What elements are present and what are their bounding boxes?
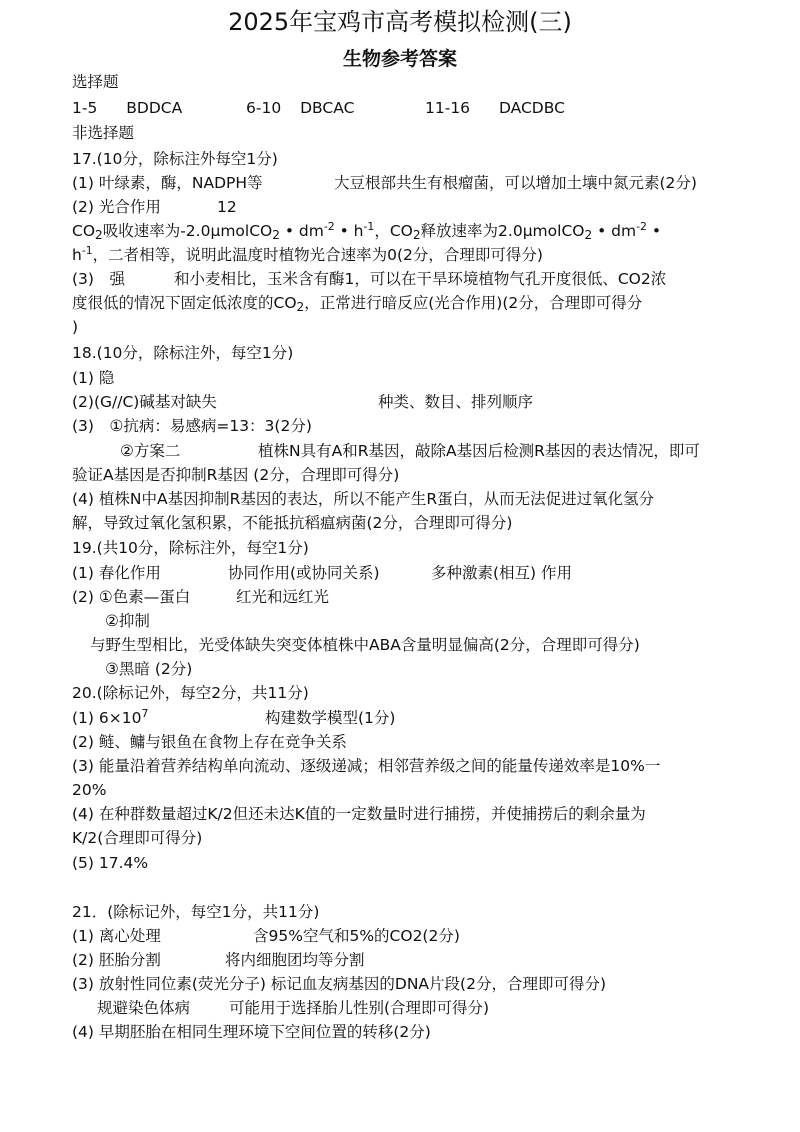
choice-group-3 xyxy=(425,97,565,119)
q17-answer-1-b: 大豆根部共生有根瘤菌，可以增加土壤中氮元素(2分) xyxy=(334,174,697,192)
q17-answer-3-b: 和小麦相比，玉米含有酶1，可以在干旱环境植物气孔开度很低、CO2浓 xyxy=(174,270,667,288)
q21-answer-1-b: 含95%空气和5%的CO2(2分) xyxy=(253,927,460,945)
q20-answer-2: (2) 鲢、鳙与银鱼在食物上存在竞争关系 xyxy=(72,733,347,751)
q20-answer-1-b: 构建数学模型(1分) xyxy=(265,709,396,727)
q21-answer-3-c: 可能用于选择胎儿性别(合理即可得分) xyxy=(229,999,490,1017)
q17-answer-3-line-c: ) xyxy=(72,318,79,336)
choice-answers-2: DBCAC xyxy=(300,99,355,117)
choice-group-2 xyxy=(246,97,354,119)
q21-header: 21．(除标记外，每空1分，共11分) xyxy=(72,903,320,921)
q17-answer-2: (2) 光合作用 xyxy=(72,198,161,216)
q21-answer-1: (1) 离心处理 xyxy=(72,927,161,945)
q18-answer-3-c: 验证A基因是否抑制R基因 (2分，合理即可得分) xyxy=(72,466,400,484)
choice-answers-3: DACDBC xyxy=(498,99,565,117)
q20-answer-3-b: 20% xyxy=(72,781,107,799)
choice-answers-1: BDDCA xyxy=(126,99,183,117)
q19-header: 19.(共10分，除标注外，每空1分) xyxy=(72,539,309,557)
q18-answer-4: (4) 植株N中A基因抑制R基因的表达，所以不能产生R蛋白，从而无法促进过氧化氢分 xyxy=(72,490,655,508)
choice-heading: 选择题 xyxy=(72,73,119,91)
q19-answer-2: (2) ①色素—蛋白 xyxy=(72,588,191,606)
q20-answer-1: (1) $6\times 10^7$ xyxy=(72,707,149,727)
q17-answer-1: (1) 叶绿素，酶，NADPH等 xyxy=(72,174,263,192)
q19-answer-2-b: 红光和远红光 xyxy=(236,588,330,606)
q20-answer-4-b: K/2(合理即可得分) xyxy=(72,829,203,847)
q17-answer-2-line-b: $h^{-1}$，二者相等，说明此温度时植物光合速率为0(2分，合理即可得分) xyxy=(72,244,543,264)
q19-answer-2-e: ③黑暗 (2分) xyxy=(105,660,193,678)
q20-answer-3: (3) 能量沿着营养结构单向流动、逐级递减；相邻营养级之间的能量传递效率是10%一 xyxy=(72,757,661,775)
q18-answer-3-b2: 植株N具有A和R基因，敲除A基因后检测R基因的表达情况，即可 xyxy=(258,442,700,460)
q18-answer-4-b: 解，导致过氧化氢积累，不能抵抗稻瘟病菌(2分，合理即可得分) xyxy=(72,514,513,532)
q18-answer-1: (1) 隐 xyxy=(72,369,115,387)
q21-answer-4: (4) 早期胚胎在相同生理环境下空间位置的转移(2分) xyxy=(72,1023,431,1041)
q18-answer-2: (2)(G//C)碱基对缺失 xyxy=(72,393,217,411)
q19-answer-1-b: 协同作用(或协同关系) xyxy=(228,564,380,582)
q20-answer-4: (4) 在种群数量超过K/2但还未达K值的一定数量时进行捕捞，并使捕捞后的剩余量为 xyxy=(72,805,646,823)
q19-answer-1: (1) 春化作用 xyxy=(72,564,161,582)
choice-range-1: 1-5 xyxy=(72,99,98,117)
choice-range-2: 6-10 xyxy=(246,99,282,117)
page-title: 2025年宝鸡市高考模拟检测(三) xyxy=(228,8,572,36)
q21-answer-3: (3) 放射性同位素(荧光分子) 标记血友病基因的DNA片段(2分，合理即可得分) xyxy=(72,975,606,993)
q19-answer-2-d: 与野生型相比，光受体缺失突变体植株中ABA含量明显偏高(2分，合理即可得分) xyxy=(90,636,640,654)
q18-answer-3: (3) ①抗病：易感病=13：3(2分) xyxy=(72,417,312,435)
q17-answer-2-b: 12 xyxy=(217,198,237,216)
choice-group-1 xyxy=(72,97,182,119)
q18-header: 18.(10分，除标注外，每空1分) xyxy=(72,344,294,362)
q20-answer-5: (5) 17.4% xyxy=(72,854,149,872)
choice-range-3: 11-16 xyxy=(425,99,471,117)
q17-answer-3: (3) 强 xyxy=(72,270,125,288)
q17-header: 17.(10分，除标注外每空1分) xyxy=(72,150,278,168)
q18-answer-3-b1: ②方案二 xyxy=(120,442,181,460)
q19-answer-2-c: ②抑制 xyxy=(105,612,150,630)
nonchoice-heading: 非选择题 xyxy=(72,124,135,142)
q19-answer-1-c: 多种激素(相互) 作用 xyxy=(431,564,573,582)
q21-answer-3-b: 规避染色体病 xyxy=(97,999,191,1017)
q21-answer-2: (2) 胚胎分割 xyxy=(72,951,161,969)
q20-header: 20.(除标记外，每空2分，共11分) xyxy=(72,684,309,702)
q18-answer-2-b: 种类、数目、排列顺序 xyxy=(378,393,534,411)
q17-answer-3-line-b: 度很低的情况下固定低浓度的$CO_2$，正常进行暗反应(光合作用)(2分，合理即可得分 xyxy=(72,294,643,315)
page-subtitle: 生物参考答案 xyxy=(342,48,457,70)
q21-answer-2-b: 将内细胞团均等分割 xyxy=(225,951,365,969)
q17-answer-2-line-a: $CO_2$吸收速率为-2.0μmolCO$_2$ • $dm^{-2}$ • $h^{-1}$，$CO_2$释放速率为2.0μmolCO$_2$ • $dm^{-2}$ • xyxy=(72,220,661,243)
